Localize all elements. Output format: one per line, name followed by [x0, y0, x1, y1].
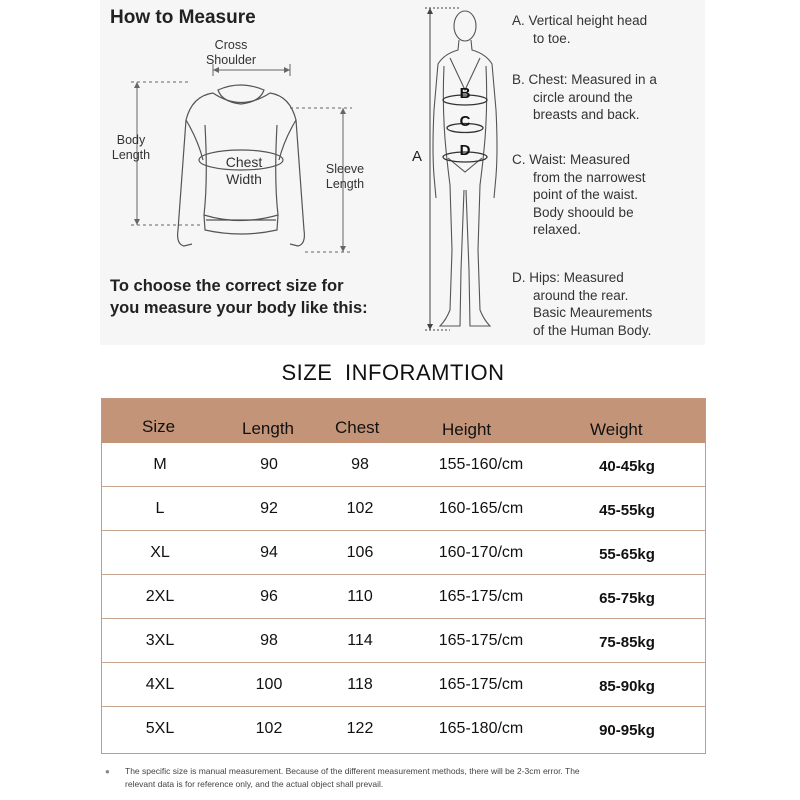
body-figure-illustration [420, 0, 510, 340]
height-cell: 165-175/cm [438, 676, 524, 693]
mark-c: C [459, 113, 471, 130]
table-row [102, 707, 705, 751]
size-cell: 3XL [145, 632, 175, 649]
height-cell: 160-170/cm [438, 544, 524, 561]
length-cell: 100 [255, 676, 283, 693]
size-table-header [102, 399, 705, 443]
table-row [102, 619, 705, 663]
chest-cell: 102 [346, 500, 374, 517]
weight-cell: 75-85kg [599, 634, 655, 651]
cross-shoulder-label: Cross Shoulder [205, 38, 257, 67]
height-cell: 155-160/cm [438, 456, 524, 473]
header-size: Size [142, 417, 176, 436]
size-cell: 2XL [145, 588, 175, 605]
chest-cell: 110 [347, 588, 373, 605]
height-cell: 160-165/cm [438, 500, 524, 517]
chest-cell: 122 [346, 720, 374, 737]
table-row [102, 575, 705, 619]
choose-size-text: To choose the correct size for you measure your body like this: [110, 277, 368, 317]
length-cell: 98 [260, 632, 278, 649]
weight-cell: 65-75kg [599, 590, 655, 607]
size-cell: M [153, 456, 167, 473]
height-cell: 165-175/cm [438, 632, 524, 649]
how-to-measure-title: How to Measure [110, 7, 256, 28]
header-chest: Chest [335, 418, 380, 437]
header-length: Length [242, 419, 294, 438]
body-length-label: Body Length [111, 133, 151, 162]
weight-cell: 90-95kg [599, 722, 655, 739]
height-cell: 165-175/cm [438, 588, 524, 605]
height-cell: 165-180/cm [438, 720, 524, 737]
mark-d: D [459, 142, 471, 159]
weight-cell: 40-45kg [599, 458, 655, 475]
table-row [102, 487, 705, 531]
bullet-icon: ● [105, 767, 110, 776]
legend-d: D. Hips: Measured around the rear. Basic Meaurements of the Human Body. [512, 270, 653, 338]
size-cell: XL [150, 544, 170, 561]
size-table [101, 398, 706, 754]
mark-b: B [459, 85, 471, 102]
legend-b: B. Chest: Measured in a circle around the breasts and back. [512, 72, 657, 122]
weight-cell: 45-55kg [599, 502, 655, 519]
header-height: Height [442, 420, 492, 439]
chest-cell: 114 [347, 632, 373, 649]
length-cell: 96 [260, 588, 278, 605]
header-weight: Weight [590, 420, 643, 439]
table-row [102, 531, 705, 575]
length-cell: 102 [255, 720, 283, 737]
sleeve-length-label: Sleeve Length [325, 162, 365, 191]
length-cell: 90 [260, 456, 278, 473]
size-cell: 5XL [145, 720, 175, 737]
weight-cell: 55-65kg [599, 546, 655, 563]
chest-cell: 106 [346, 544, 374, 561]
chest-cell: 98 [351, 456, 369, 473]
size-information-title: SIZE INFORAMTION [281, 360, 505, 385]
legend-c: C. Waist: Measured from the narrowest point of the waist. Body shoould be relaxed. [512, 152, 646, 237]
table-row [102, 663, 705, 707]
chest-cell: 118 [347, 676, 373, 693]
chest-width-label: Chest Width [225, 154, 263, 187]
mark-a: A [412, 148, 423, 165]
weight-cell: 85-90kg [599, 678, 655, 695]
footnote: ● The specific size is manual measurement. Because of the different measurement methods, there will be 2-3cm error. The relevant data is for reference only, and the actual object shall prevail. [105, 766, 580, 789]
length-cell: 92 [260, 500, 278, 517]
legend-a: A. Vertical height head to toe. [512, 13, 648, 46]
length-cell: 94 [260, 544, 278, 561]
size-cell: 4XL [145, 676, 175, 693]
table-row [102, 443, 705, 487]
size-cell: L [155, 500, 165, 517]
